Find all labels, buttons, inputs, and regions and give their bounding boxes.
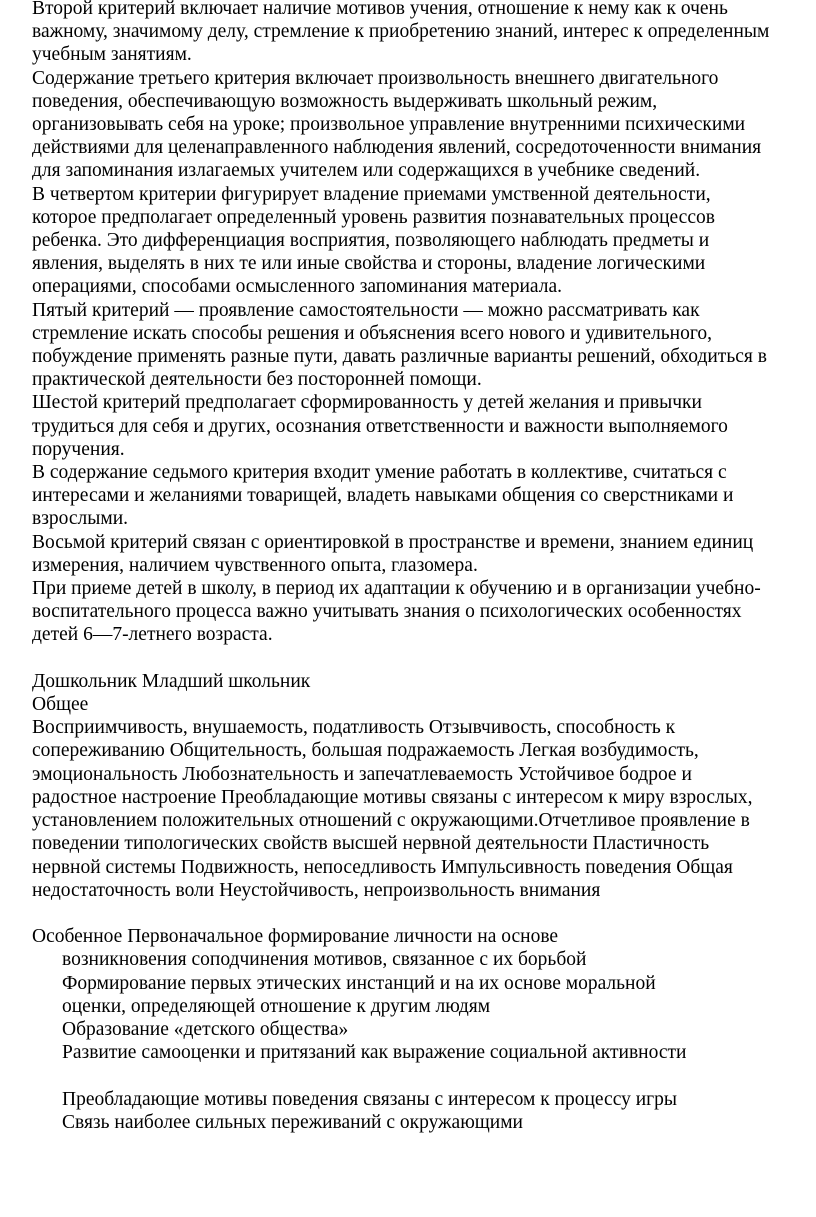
special-line: Образование «детского общества»	[62, 1018, 349, 1040]
table-header: Дошкольник Младший школьник	[32, 670, 311, 692]
paragraph-fourth-criterion: В четвертом критерии фигурирует владение приемами умственной деятельности, которое предполагает определенный уровень развития познавательных процессов ребенка. Это дифференциация восприятия, позволяющего наблюдать предметы и явления, выделять в них те или иные свойства и стороны, владение логическими операциями, способами осмысленного запоминания материала.	[32, 183, 715, 298]
spacer	[32, 902, 776, 925]
paragraph-eighth-criterion: Восьмой критерий связан с ориентировкой в пространстве и времени, знанием единиц измерения, наличием чувственного опыта, глазомера.	[32, 531, 754, 576]
special-list	[32, 948, 776, 1134]
paragraph-second-criterion: Второй критерий включает наличие мотивов учения, отношение к нему как к очень важному, значимому делу, стремление к приобретению знаний, интерес к определенным учебным занятиям.	[32, 0, 770, 66]
paragraph-sixth-criterion: Шестой критерий предполагает сформированность у детей желания и привычки трудиться для себя и других, осознания ответственности и важности выполняемого поручения.	[32, 392, 728, 460]
special-line: Связь наиболее сильных переживаний с окружающими	[62, 1111, 523, 1133]
paragraph-seventh-criterion: В содержание седьмого критерия входит умение работать в коллективе, считаться с интересами и желаниями товарищей, владеть навыками общения со сверстниками и взрослыми.	[32, 462, 734, 530]
paragraph-school-admission: При приеме детей в школу, в период их адаптации к обучению и в организации учебно-воспитательного процесса важно учитывать знания о психологических особенностях детей 6—7-летнего возраста.	[32, 578, 761, 646]
paragraph-third-criterion: Содержание третьего критерия включает произвольность внешнего двигательного поведения, обеспечивающую возможность выдерживать школьный режим, организовывать себя на уроке; произвольное управление внутренними психическими действиями для целенаправленного наблюдения явлений, сосредоточенности внимания для запоминания излагаемых учителем или содержащихся в учебнике сведений.	[32, 67, 762, 182]
special-line: Развитие самооценки и притязаний как выражение социальной активности	[62, 1042, 687, 1064]
spacer	[62, 1064, 776, 1087]
common-label: Общее	[32, 694, 89, 716]
special-line: Формирование первых этических инстанций и на их основе моральной	[62, 972, 656, 994]
special-line: возникновения соподчинения мотивов, связанное с их борьбой	[62, 949, 587, 971]
special-line: Преобладающие мотивы поведения связаны с интересом к процессу игры	[62, 1088, 678, 1110]
special-first-line: Особенное Первоначальное формирование личности на основе	[32, 926, 559, 948]
paragraph-fifth-criterion: Пятый критерий — проявление самостоятельности — можно рассматривать как стремление искать способы решения и объяснения всего нового и удивительного, побуждение применять разные пути, давать различные варианты решений, обходиться в практической деятельности без посторонней помощи.	[32, 299, 767, 391]
common-text: Восприимчивость, внушаемость, податливость Отзывчивость, способность к сопереживанию Общительность, большая подражаемость Легкая возбудимость, эмоциональность Любознательность и запечатлеваемость Устойчивое бодрое и радостное настроение Преобладающие мотивы связаны с интересом к миру взрослых, установлением положительных отношений с окружающими.Отчетливое проявление в поведении типологических свойств высшей нервной деятельности Пластичность нервной системы Подвижность, непоседливость Импульсивность поведения Общая недостаточность воли Неустойчивость, непроизвольность внимания	[32, 717, 753, 901]
spacer	[32, 647, 776, 670]
special-line: оценки, определяющей отношение к другим людям	[62, 995, 491, 1017]
